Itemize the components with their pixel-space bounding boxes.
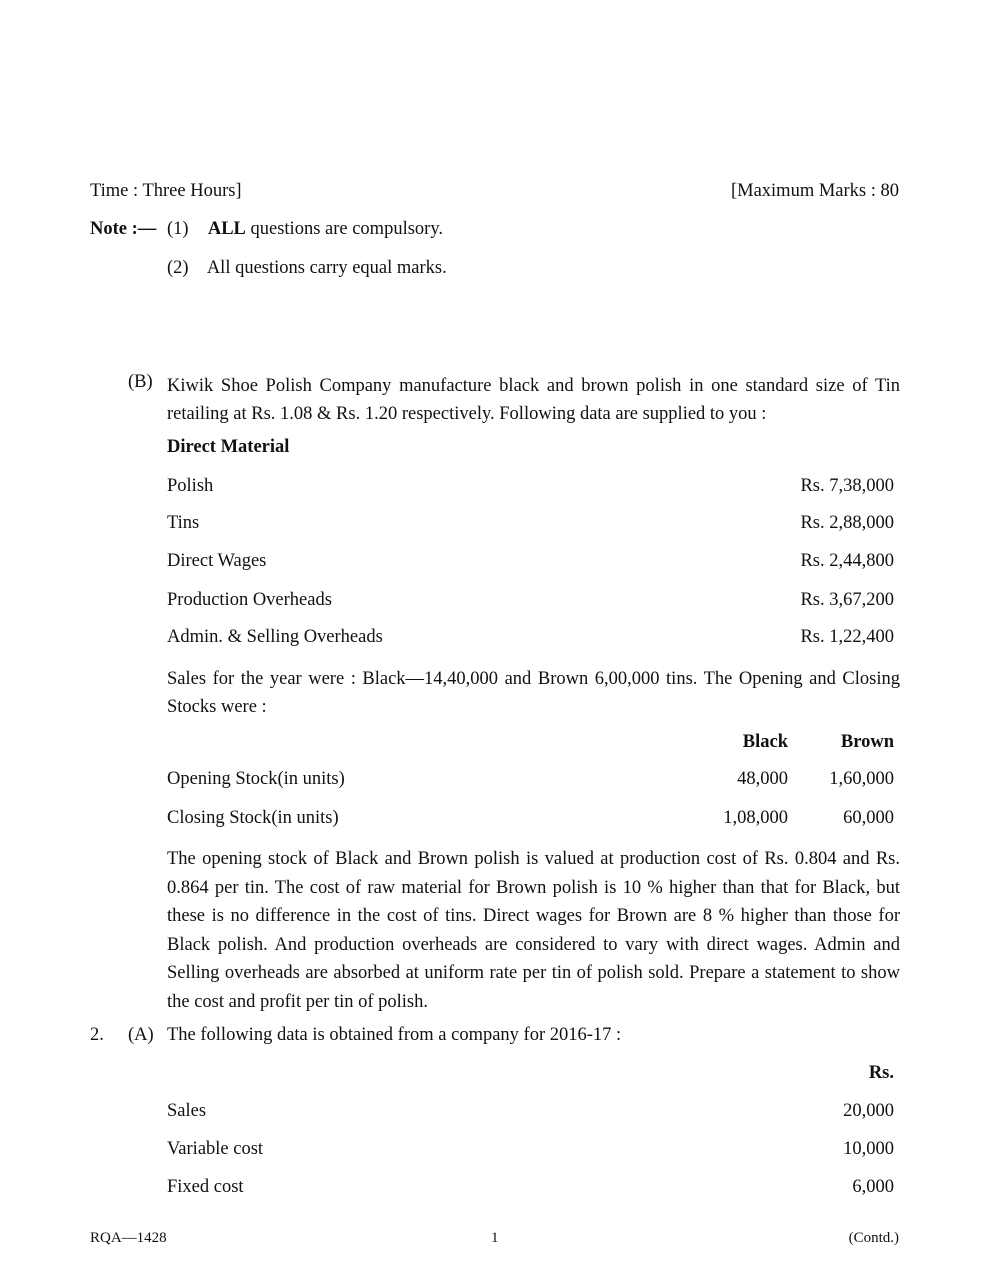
stock-header-brown: Brown (840, 732, 894, 752)
time-label: Time : Three Hours] (90, 181, 242, 201)
note-1 (167, 219, 443, 240)
question-1b-intro: Kiwik Shoe Polish Company manufacture black and brown polish in one standard size of Tin retailing at Rs. 1.08 & Rs. 1.20 respectively. Following data are supplied to you : (167, 376, 900, 424)
item-name: Direct Wages (167, 551, 267, 571)
stock-row-brown: 60,000 (843, 808, 894, 828)
note-2 (167, 258, 447, 279)
item-name: Production Overheads (167, 590, 332, 610)
stock-row-black: 48,000 (737, 769, 788, 789)
stock-row-name: Opening Stock(in units) (167, 769, 345, 789)
stock-row-black: 1,08,000 (723, 808, 788, 828)
page-number: 1 (491, 1230, 499, 1246)
q2-item-name: Fixed cost (167, 1177, 244, 1197)
item-value: Rs. 3,67,200 (800, 590, 894, 610)
question-2a-intro: The following data is obtained from a company for 2016-17 : (167, 1025, 622, 1045)
q2-item-name: Sales (167, 1101, 207, 1121)
note-1-text: questions are compulsory. (250, 219, 443, 239)
max-marks-label: [Maximum Marks : 80 (730, 181, 899, 201)
item-value: Rs. 7,38,000 (800, 476, 894, 496)
rs-column-header: Rs. (868, 1063, 894, 1083)
item-value: Rs. 1,22,400 (800, 627, 894, 647)
item-name: Admin. & Selling Overheads (167, 627, 383, 647)
stock-row-name: Closing Stock(in units) (167, 808, 339, 828)
q2-item-value: 20,000 (843, 1101, 894, 1121)
q2-item-name: Variable cost (167, 1139, 264, 1159)
note-2-text: All questions carry equal marks. (206, 258, 447, 278)
note-1-number: (1) (167, 219, 189, 239)
note-label: Note :— (90, 219, 157, 239)
q2-item-value: 6,000 (852, 1177, 894, 1197)
question-2-number: 2. (90, 1025, 104, 1045)
sales-text: Sales for the year were : Black—14,40,000 and Brown 6,00,000 tins. The Opening and Closing Stocks were : (167, 669, 900, 717)
footer-code: RQA—1428 (90, 1230, 167, 1246)
closing-paragraph: The opening stock of Black and Brown polish is valued at production cost of Rs. 0.804 and Rs. 0.864 per tin. The cost of raw material for Brown polish is 10 % higher than that for Black, but these is no difference in the cost of tins. Direct wages for Brown are 8 % higher than those for Black polish. And production overheads are considered to vary with direct wages. Admin and Selling overheads are absorbed at uniform rate per tin of polish sold. Prepare a statement to show the cost and profit per tin of polish. (167, 849, 900, 1012)
item-value: Rs. 2,44,800 (800, 551, 894, 571)
note-2-number: (2) (167, 258, 189, 278)
item-value: Rs. 2,88,000 (800, 513, 894, 533)
question-2a-label: (A) (128, 1025, 154, 1045)
direct-material-heading: Direct Material (167, 437, 290, 457)
stock-header-black: Black (742, 732, 788, 752)
q2-item-value: 10,000 (843, 1139, 894, 1159)
question-1b-label: (B) (128, 372, 153, 392)
item-name: Polish (167, 476, 214, 496)
item-name: Tins (167, 513, 200, 533)
note-1-emphasis: ALL (207, 219, 246, 239)
contd-label: (Contd.) (848, 1230, 899, 1246)
stock-row-brown: 1,60,000 (829, 769, 894, 789)
